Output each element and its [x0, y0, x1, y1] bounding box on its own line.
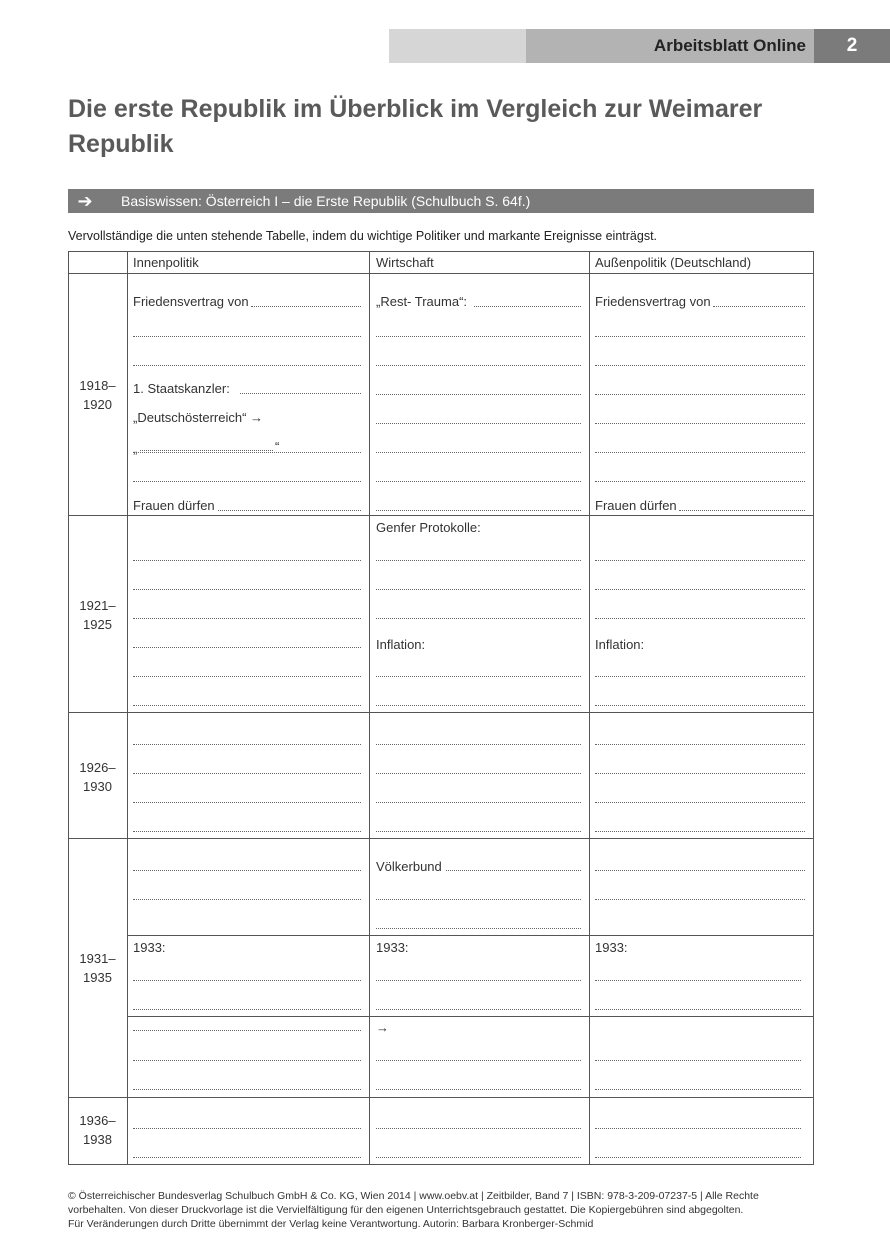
column-header-aussenpolitik: Außenpolitik (Deutschland)	[595, 255, 752, 270]
answer-line	[376, 422, 581, 424]
answer-line	[133, 559, 361, 561]
section-bar	[68, 189, 814, 213]
period-end: 1938	[83, 1132, 112, 1147]
answer-line	[595, 422, 805, 424]
answer-line	[595, 335, 805, 337]
answer-line	[290, 451, 361, 453]
answer-line	[133, 364, 361, 366]
answer-line	[133, 801, 361, 803]
period-start: 1921–	[79, 598, 116, 613]
answer-line	[595, 772, 805, 774]
period-label	[68, 596, 127, 634]
cell-label-frauen: Frauen dürfen	[133, 498, 215, 513]
answer-line	[595, 743, 805, 745]
answer-line	[595, 675, 805, 677]
answer-line	[376, 1127, 581, 1129]
row-divider	[68, 712, 814, 713]
answer-line	[595, 979, 801, 981]
header-row-divider	[68, 273, 814, 274]
answer-line	[133, 772, 361, 774]
answer-line	[595, 588, 805, 590]
period-label	[68, 1111, 127, 1149]
column-header-innenpolitik: Innenpolitik	[133, 255, 199, 270]
answer-line	[376, 1088, 581, 1090]
cell-label-staatskanzler: 1. Staatskanzler:	[133, 381, 230, 396]
answer-line	[376, 451, 581, 453]
answer-line	[133, 743, 361, 745]
footer-line: © Österreichischer Bundesverlag Schulbuch GmbH & Co. KG, Wien 2014 | www.oebv.at | Zeitbilder, Band 7 | ISBN: 978-3-209-07237-5 | Alle Rechte	[68, 1190, 759, 1202]
column-divider	[127, 251, 128, 1165]
answer-line	[595, 801, 805, 803]
cell-label-rest-trauma: „Rest- Trauma“:	[376, 294, 468, 309]
answer-line	[595, 704, 805, 706]
row-divider	[127, 1016, 814, 1017]
answer-line	[595, 1156, 801, 1158]
answer-line	[376, 617, 581, 619]
answer-line	[376, 979, 581, 981]
answer-line	[133, 1127, 361, 1129]
answer-line	[595, 364, 805, 366]
row-divider	[127, 935, 814, 936]
answer-line	[133, 898, 361, 900]
cell-label-friedensvertrag: Friedensvertrag von	[133, 294, 249, 309]
answer-line	[133, 979, 361, 981]
answer-line	[595, 617, 805, 619]
period-start: 1918–	[79, 378, 116, 393]
answer-line	[376, 675, 581, 677]
period-start: 1936–	[79, 1113, 116, 1128]
answer-line	[376, 704, 581, 706]
section-bar-text: Basiswissen: Österreich I – die Erste Republik (Schulbuch S. 64f.)	[121, 193, 531, 209]
period-label	[68, 949, 127, 987]
answer-line	[133, 617, 361, 619]
cell-label-deutschoesterreich: „Deutschösterreich“ →	[133, 410, 264, 425]
answer-line	[251, 305, 361, 307]
answer-line	[376, 772, 581, 774]
answer-line	[133, 830, 361, 832]
cell-label-inflation: Inflation:	[376, 637, 426, 652]
answer-line	[376, 1008, 581, 1010]
table-border-top	[68, 251, 814, 252]
answer-line	[376, 393, 581, 395]
answer-line	[376, 1156, 581, 1158]
answer-line	[376, 588, 581, 590]
period-end: 1920	[83, 397, 112, 412]
answer-line	[595, 1088, 801, 1090]
worksheet-table	[68, 251, 814, 1165]
answer-line	[376, 801, 581, 803]
answer-line	[376, 927, 581, 929]
answer-line	[474, 305, 581, 307]
cell-label-inflation: Inflation:	[595, 637, 645, 652]
answer-line	[595, 1127, 801, 1129]
answer-line	[595, 1059, 801, 1061]
row-divider	[68, 838, 814, 839]
cell-label-1933: 1933:	[376, 940, 409, 955]
period-start: 1926–	[79, 760, 116, 775]
answer-line	[133, 588, 361, 590]
answer-line	[376, 898, 581, 900]
answer-line	[133, 1088, 361, 1090]
cell-label-voelkerbund: Völkerbund	[376, 859, 442, 874]
answer-line	[595, 869, 805, 871]
cell-label-1933: 1933:	[595, 940, 628, 955]
answer-line	[140, 449, 273, 451]
answer-line	[133, 646, 361, 648]
cell-label-friedensvertrag: Friedensvertrag von	[595, 294, 711, 309]
period-end: 1935	[83, 970, 112, 985]
page-title: Die erste Republik im Überblick im Vergleich zur Weimarer Republik	[68, 95, 763, 158]
period-end: 1925	[83, 617, 112, 632]
table-border-right	[813, 251, 814, 1165]
cell-label-arrow: →	[376, 1020, 389, 1035]
row-divider	[68, 1097, 814, 1098]
footer-line: vorbehalten. Von dieser Druckvorlage ist die Vervielfältigung für den eigenen Unterrichtsgebrauch gestattet. Die Kopiergebühren sind abgegolten.	[68, 1204, 744, 1216]
answer-line	[376, 335, 581, 337]
answer-line	[133, 1059, 361, 1061]
footer-line: Für Veränderungen durch Dritte übernimmt der Verlag keine Verantwortung. Autorin: Barbara Kronberger-Schmid	[68, 1218, 594, 1230]
column-divider	[589, 251, 590, 1165]
cell-label-genfer: Genfer Protokolle:	[376, 520, 481, 535]
column-header-wirtschaft: Wirtschaft	[376, 255, 434, 270]
cell-label-quote-open: „	[133, 441, 138, 456]
cell-label-quote-close: “	[275, 439, 280, 454]
answer-line	[376, 743, 581, 745]
answer-line	[595, 393, 805, 395]
answer-line	[376, 480, 581, 482]
answer-line	[376, 559, 581, 561]
answer-line	[218, 509, 361, 511]
answer-line	[595, 451, 805, 453]
period-label	[68, 758, 127, 796]
cell-label-1933: 1933:	[133, 940, 166, 955]
answer-line	[595, 480, 805, 482]
answer-line	[376, 830, 581, 832]
page-number: 2	[814, 29, 890, 63]
answer-line	[679, 509, 805, 511]
answer-line	[133, 869, 361, 871]
answer-line	[133, 704, 361, 706]
answer-line	[376, 364, 581, 366]
answer-line	[595, 559, 805, 561]
period-label	[68, 376, 127, 414]
arrow-right-icon: ➔	[77, 191, 93, 211]
instruction-text: Vervollständige die unten stehende Tabelle, indem du wichtige Politiker und markante Ereignisse einträgst.	[68, 229, 658, 243]
answer-line	[595, 898, 805, 900]
answer-line	[133, 1029, 361, 1031]
row-divider	[68, 515, 814, 516]
answer-line	[133, 1008, 361, 1010]
cell-label-frauen: Frauen dürfen	[595, 498, 677, 513]
answer-line	[133, 335, 361, 337]
column-divider	[369, 251, 370, 1165]
answer-line	[376, 509, 581, 511]
answer-line	[133, 480, 361, 482]
answer-line	[713, 305, 805, 307]
answer-line	[376, 1059, 581, 1061]
table-border-bottom	[68, 1164, 814, 1165]
answer-line	[595, 830, 805, 832]
answer-line	[240, 392, 361, 394]
answer-line	[133, 675, 361, 677]
copyright-footer	[68, 1189, 828, 1231]
period-end: 1930	[83, 779, 112, 794]
period-start: 1931–	[79, 951, 116, 966]
answer-line	[446, 869, 581, 871]
answer-line	[595, 1008, 801, 1010]
header-band-light	[389, 29, 526, 63]
answer-line	[133, 1156, 361, 1158]
header-label: Arbeitsblatt Online	[653, 36, 806, 55]
